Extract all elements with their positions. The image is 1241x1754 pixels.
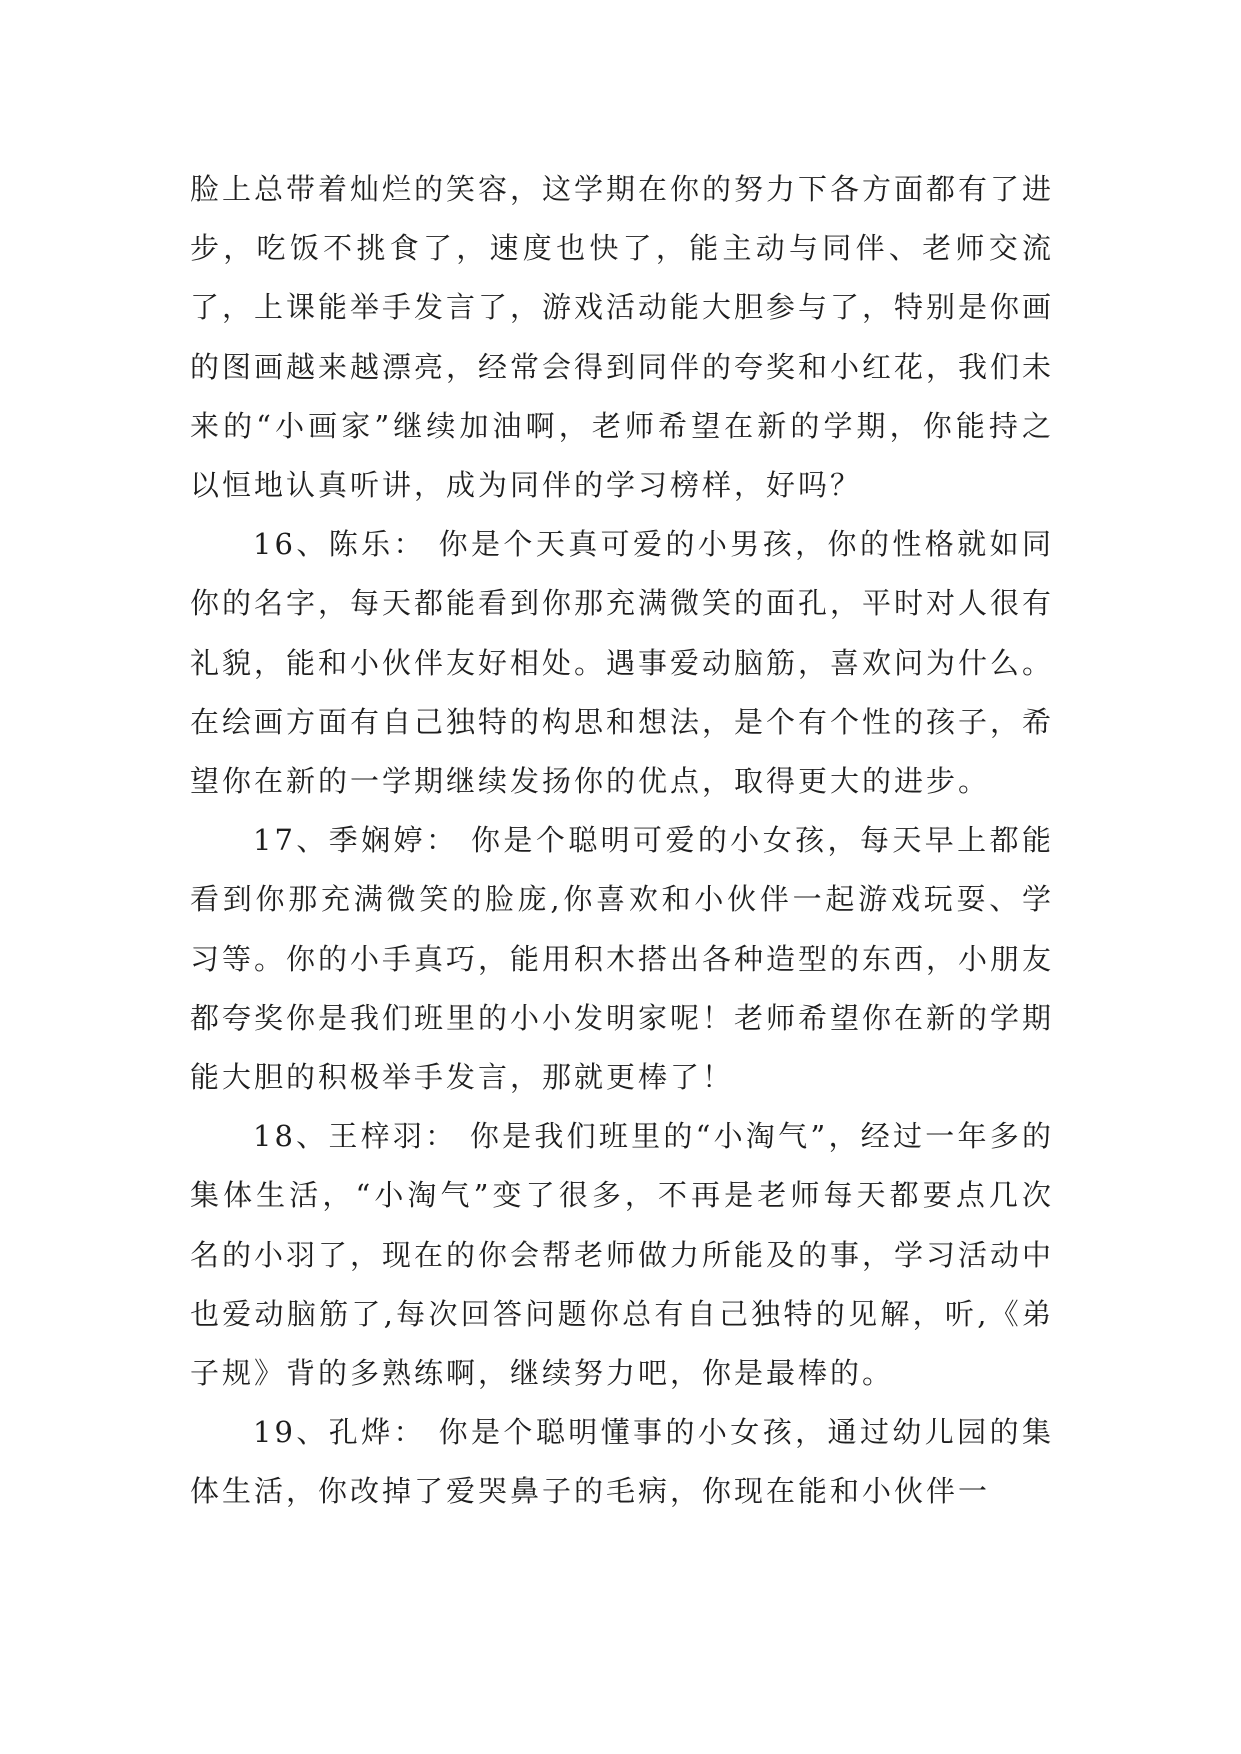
paragraph-comment-16: 16、陈乐： 你是个天真可爱的小男孩，你的性格就如同你的名字，每天都能看到你那充满微笑的面孔，平时对人很有礼貌，能和小伙伴友好相处。遇事爱动脑筋，喜欢问为什么。在绘画方面有自己独特的构思和想法，是个有个性的孩子，希望你在新的一学期继续发扬你的优点，取得更大的进步。 [190, 527, 1055, 799]
paragraph-continued: 脸上总带着灿烂的笑容，这学期在你的努力下各方面都有了进步，吃饭不挑食了，速度也快了，能主动与同伴、老师交流了，上课能举手发言了，游戏活动能大胆参与了，特别是你画的图画越来越漂亮，经常会得到同伴的夸奖和小红花，我们未来的“小画家”继续加油啊，老师希望在新的学期，你能持之以恒地认真听讲，成为同伴的学习榜样，好吗？ [190, 172, 1055, 503]
paragraph-comment-19: 19、孔烨： 你是个聪明懂事的小女孩，通过幼儿园的集体生活，你改掉了爱哭鼻子的毛病，你现在能和小伙伴一 [190, 1415, 1054, 1509]
paragraph-comment-17: 17、季娴婷： 你是个聪明可爱的小女孩，每天早上都能看到你那充满微笑的脸庞,你喜欢和小伙伴一起游戏玩耍、学习等。你的小手真巧，能用积木搭出各种造型的东西，小朋友都夸奖你是我们班里的小小发明家呢！老师希望你在新的学期能大胆的积极举手发言，那就更棒了！ [190, 823, 1055, 1095]
paragraph-comment-18: 18、王梓羽： 你是我们班里的“小淘气”，经过一年多的集体生活，“小淘气”变了很多，不再是老师每天都要点几次名的小羽了，现在的你会帮老师做力所能及的事，学习活动中也爱动脑筋了,每次回答问题你总有自己独特的见解，听,《弟子规》背的多熟练啊，继续努力吧，你是最棒的。 [190, 1119, 1055, 1391]
document-body [190, 160, 1054, 1522]
